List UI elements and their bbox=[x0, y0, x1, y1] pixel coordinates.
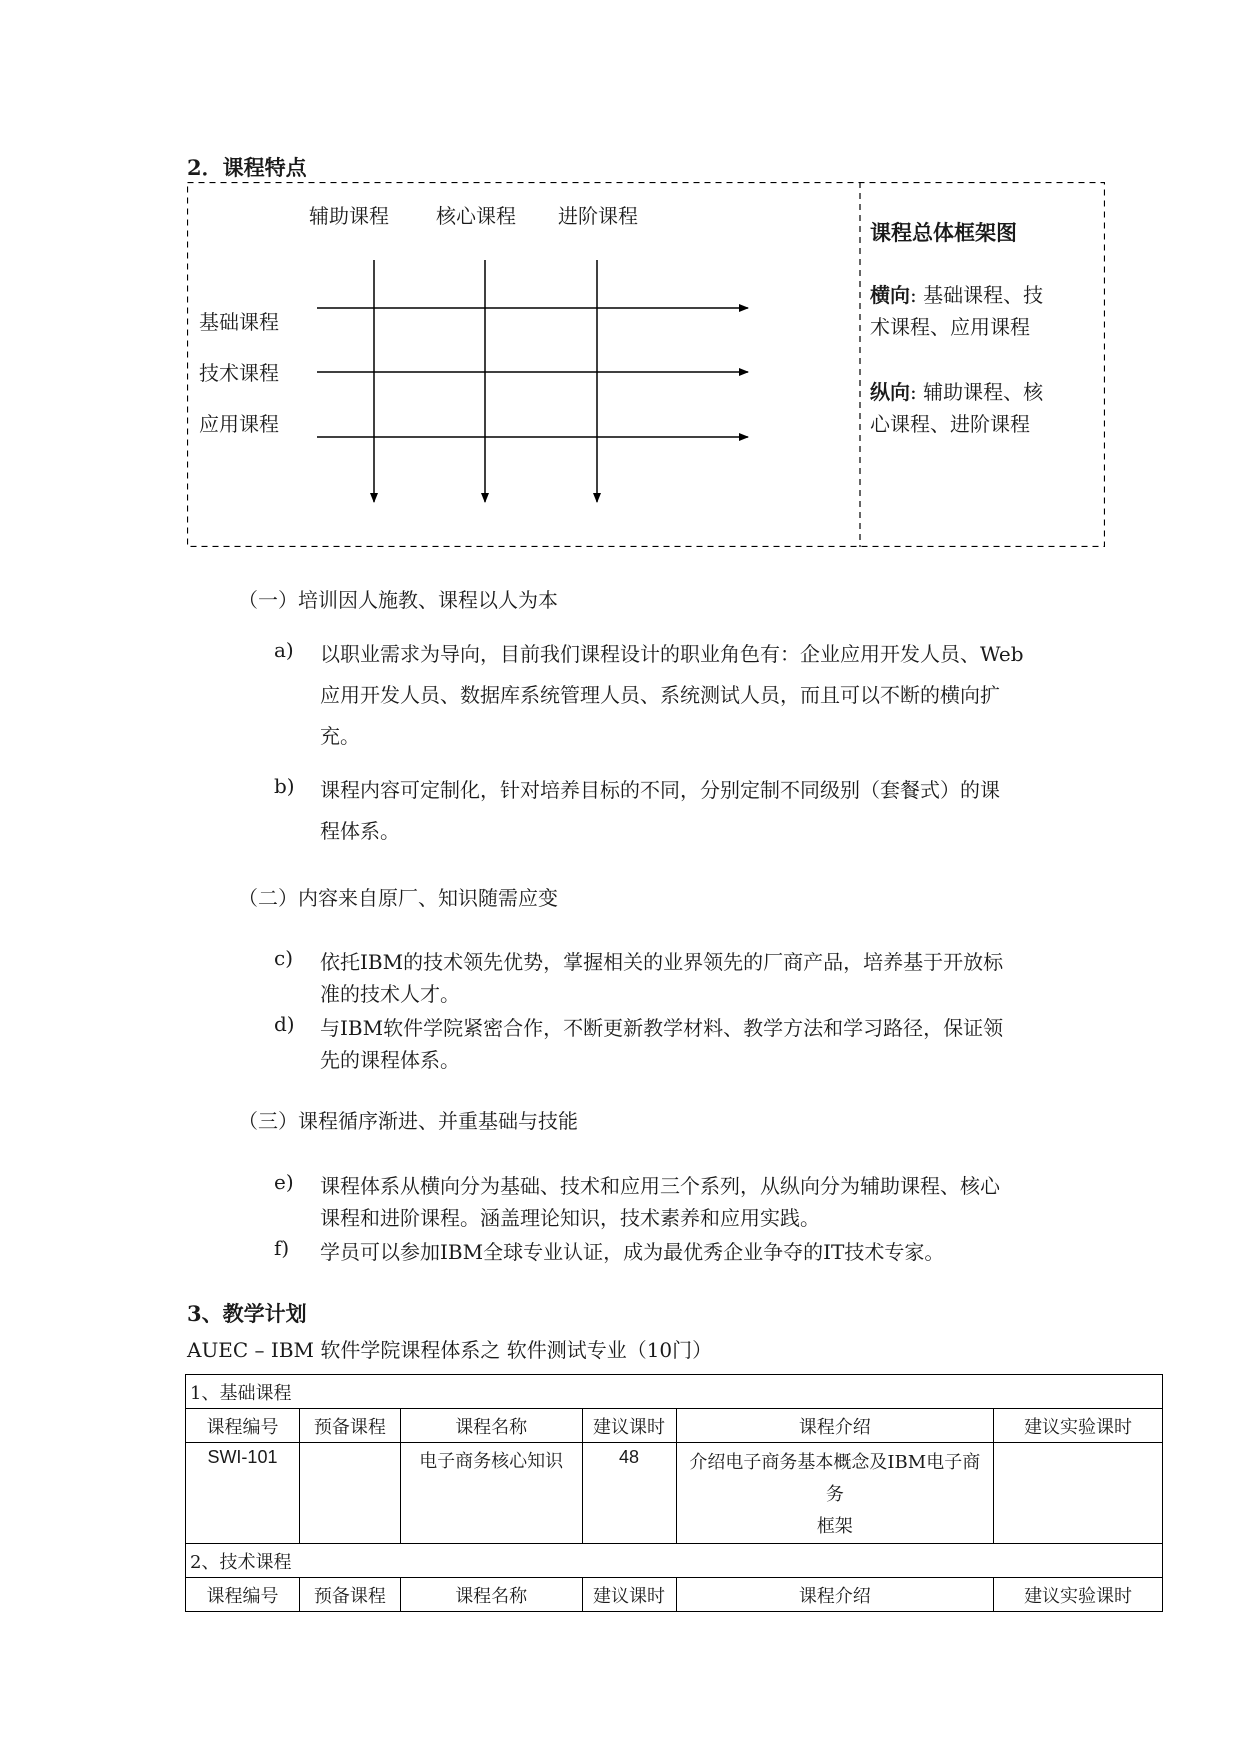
table-section-row bbox=[186, 1375, 1163, 1409]
cell-prerequisite bbox=[299, 1443, 400, 1544]
header2-course-code: 课程编号 bbox=[186, 1578, 300, 1612]
horizontal-text-2: 术课程、应用课程 bbox=[870, 315, 1030, 339]
header-intro: 课程介绍 bbox=[676, 1409, 994, 1443]
table-section-row bbox=[186, 1544, 1163, 1578]
item-a-marker: a) bbox=[274, 638, 294, 662]
cell-hours: 48 bbox=[582, 1443, 676, 1544]
item-f-marker: f) bbox=[274, 1236, 290, 1260]
course-plan-table bbox=[185, 1374, 1163, 1612]
header2-course-name: 课程名称 bbox=[400, 1578, 582, 1612]
cell-intro-line2: 框架 bbox=[816, 1516, 853, 1537]
column-label-adv: 进阶课程 bbox=[558, 204, 638, 228]
item-d-line2: 先的课程体系。 bbox=[320, 1048, 460, 1072]
item-a-line2: 应用开发人员、数据库系统管理人员、系统测试人员，而且可以不断的横向扩 bbox=[320, 683, 1000, 707]
row-label-basic: 基础课程 bbox=[199, 310, 279, 334]
item-b-marker: b) bbox=[274, 774, 295, 798]
header2-prerequisite: 预备课程 bbox=[299, 1578, 400, 1612]
item-e-line1: 课程体系从横向分为基础、技术和应用三个系列，从纵向分为辅助课程、核心 bbox=[320, 1174, 1000, 1198]
cell-course-code: SWI-101 bbox=[186, 1443, 300, 1544]
item-c-marker: c) bbox=[274, 946, 294, 970]
point-2-heading: （二）内容来自原厂、知识随需应变 bbox=[238, 886, 558, 910]
item-a-line1: 以职业需求为导向，目前我们课程设计的职业角色有：企业应用开发人员、Web bbox=[320, 642, 1024, 666]
cell-intro-line1: 介绍电子商务基本概念及IBM电子商务 bbox=[689, 1452, 981, 1505]
header-prerequisite: 预备课程 bbox=[299, 1409, 400, 1443]
header-course-name: 课程名称 bbox=[400, 1409, 582, 1443]
item-a-line3: 充。 bbox=[320, 724, 360, 748]
vertical-text: : 辅助课程、核 bbox=[910, 380, 1044, 404]
header2-intro: 课程介绍 bbox=[676, 1578, 994, 1612]
point-3-heading: （三）课程循序渐进、并重基础与技能 bbox=[238, 1109, 578, 1133]
horizontal-description bbox=[870, 279, 1043, 343]
table-header-row bbox=[186, 1409, 1163, 1443]
item-e-marker: e) bbox=[274, 1170, 294, 1194]
table-section-basic: 1、基础课程 bbox=[186, 1375, 1163, 1409]
horizontal-label: 横向 bbox=[870, 283, 910, 307]
table-caption: AUEC – IBM 软件学院课程体系之 软件测试专业（10门） bbox=[187, 1338, 713, 1362]
vertical-description bbox=[870, 376, 1043, 440]
row-label-tech: 技术课程 bbox=[199, 361, 279, 385]
item-d-marker: d) bbox=[274, 1012, 295, 1036]
cell-intro bbox=[676, 1443, 994, 1544]
item-c-line1: 依托IBM的技术领先优势，掌握相关的业界领先的厂商产品，培养基于开放标 bbox=[320, 950, 1004, 974]
header2-hours: 建议课时 bbox=[582, 1578, 676, 1612]
section-heading-teaching-plan: 3、教学计划 bbox=[187, 1301, 307, 1326]
item-d-line1: 与IBM软件学院紧密合作，不断更新教学材料、教学方法和学习路径，保证领 bbox=[320, 1016, 1004, 1040]
horizontal-text: : 基础课程、技 bbox=[910, 283, 1044, 307]
header2-lab-hours: 建议实验课时 bbox=[994, 1578, 1163, 1612]
framework-title: 课程总体框架图 bbox=[870, 220, 1017, 245]
cell-lab-hours bbox=[994, 1443, 1163, 1544]
header-course-code: 课程编号 bbox=[186, 1409, 300, 1443]
vertical-label: 纵向 bbox=[870, 380, 910, 404]
section-heading-course-features: 2．课程特点 bbox=[187, 155, 307, 180]
item-b-line1: 课程内容可定制化，针对培养目标的不同，分别定制不同级别（套餐式）的课 bbox=[320, 778, 1000, 802]
course-framework-diagram bbox=[187, 182, 1105, 547]
item-c-line2: 准的技术人才。 bbox=[320, 982, 460, 1006]
item-f-line1: 学员可以参加IBM全球专业认证，成为最优秀企业争夺的IT技术专家。 bbox=[320, 1240, 945, 1264]
vertical-text-2: 心课程、进阶课程 bbox=[870, 412, 1030, 436]
item-e-line2: 课程和进阶课程。涵盖理论知识，技术素养和应用实践。 bbox=[320, 1206, 820, 1230]
cell-course-name: 电子商务核心知识 bbox=[400, 1443, 582, 1544]
point-1-heading: （一）培训因人施教、课程以人为本 bbox=[238, 588, 558, 612]
column-label-aux: 辅助课程 bbox=[309, 204, 389, 228]
header-hours: 建议课时 bbox=[582, 1409, 676, 1443]
table-row bbox=[186, 1443, 1163, 1544]
column-label-core: 核心课程 bbox=[436, 204, 516, 228]
header-lab-hours: 建议实验课时 bbox=[994, 1409, 1163, 1443]
table-header-row-2 bbox=[186, 1578, 1163, 1612]
row-label-apply: 应用课程 bbox=[199, 412, 279, 436]
table-section-tech: 2、技术课程 bbox=[186, 1544, 1163, 1578]
item-b-line2: 程体系。 bbox=[320, 819, 400, 843]
